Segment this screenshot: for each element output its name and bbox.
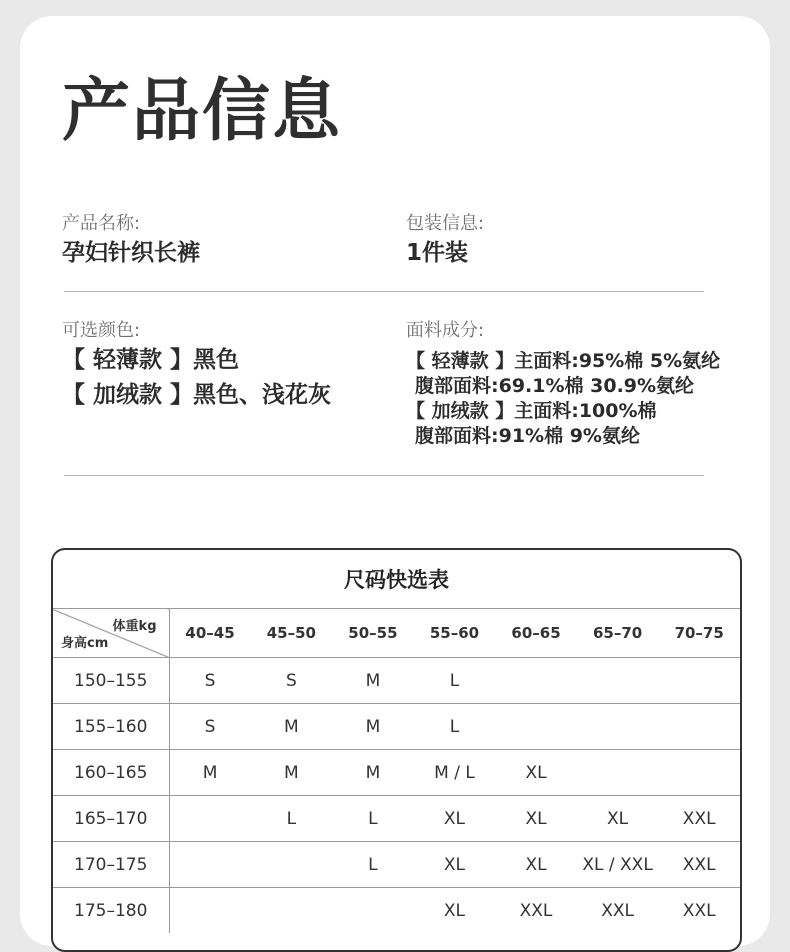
size-cell: XL [414,842,496,888]
size-cell: XXL [658,888,740,934]
size-cell: M [251,750,333,796]
fabric-line: 【 加绒款 】主面料:100%棉 [406,400,657,422]
fabric-line: 腹部面料:91%棉 9%氨纶 [415,425,640,447]
fabric-line: 腹部面料:69.1%棉 30.9%氨纶 [415,375,695,397]
weight-range-header: 50–55 [332,609,414,658]
height-range-cell: 150–155 [53,658,169,704]
size-cell: S [169,658,251,704]
diagonal-header-cell [53,609,169,658]
height-range-cell: 155–160 [53,704,169,750]
size-cell [658,750,740,796]
size-cell: XL / XXL [577,842,659,888]
size-cell: XL [495,842,577,888]
weight-range-header: 65–70 [577,609,659,658]
divider-top [64,291,704,292]
fabric-label: 面料成分: [406,320,485,341]
size-cell: L [414,704,496,750]
table-row [53,658,740,704]
size-cell: XL [495,750,577,796]
size-cell: M [332,750,414,796]
size-chart [51,548,742,952]
fabric-list [406,349,720,449]
weight-range-header: 40–45 [169,609,251,658]
size-cell: M / L [414,750,496,796]
size-cell: XL [495,796,577,842]
size-table-header-row [53,609,740,658]
color-option: 【 轻薄款 】黑色 [62,347,240,373]
table-row [53,888,740,934]
weight-range-header: 45–50 [251,609,333,658]
table-row [53,750,740,796]
size-cell: XL [414,796,496,842]
height-axis-label: 身高cm [61,636,109,651]
size-cell: XXL [495,888,577,934]
weight-range-header: 55–60 [414,609,496,658]
size-cell: XXL [658,796,740,842]
size-cell [658,704,740,750]
height-range-cell: 160–165 [53,750,169,796]
size-cell: L [414,658,496,704]
size-cell [332,888,414,934]
size-cell [169,888,251,934]
size-cell [577,750,659,796]
size-table [53,608,740,933]
size-cell: L [332,842,414,888]
divider-bottom [64,475,704,476]
size-cell [169,842,251,888]
height-range-cell: 165–170 [53,796,169,842]
size-cell [169,796,251,842]
size-cell: M [332,704,414,750]
weight-range-header: 70–75 [658,609,740,658]
colors-label: 可选颜色: [62,320,141,341]
product-name-label: 产品名称: [62,213,141,234]
size-cell [251,888,333,934]
product-name-value: 孕妇针织长裤 [62,240,200,266]
size-cell: XXL [658,842,740,888]
colors-list [62,343,331,413]
size-cell: M [332,658,414,704]
package-label: 包装信息: [406,213,485,234]
size-cell: L [251,796,333,842]
size-cell: S [169,704,251,750]
fabric-line: 【 轻薄款 】主面料:95%棉 5%氨纶 [406,350,721,372]
size-cell [577,658,659,704]
size-cell [577,704,659,750]
size-cell: M [169,750,251,796]
table-row [53,796,740,842]
size-cell: XXL [577,888,659,934]
size-cell [658,658,740,704]
size-cell [251,842,333,888]
height-range-cell: 170–175 [53,842,169,888]
table-row [53,704,740,750]
table-row [53,842,740,888]
size-chart-title: 尺码快选表 [344,568,449,592]
size-cell: XL [414,888,496,934]
size-cell [495,704,577,750]
height-range-cell: 175–180 [53,888,169,934]
size-cell: S [251,658,333,704]
color-option: 【 加绒款 】黑色、浅花灰 [62,382,332,408]
package-value: 1件装 [406,240,469,266]
page-title: 产品信息 [62,72,343,151]
size-cell [495,658,577,704]
weight-range-header: 60–65 [495,609,577,658]
size-cell: M [251,704,333,750]
size-cell: L [332,796,414,842]
weight-axis-label: 体重kg [112,619,157,634]
size-cell: XL [577,796,659,842]
